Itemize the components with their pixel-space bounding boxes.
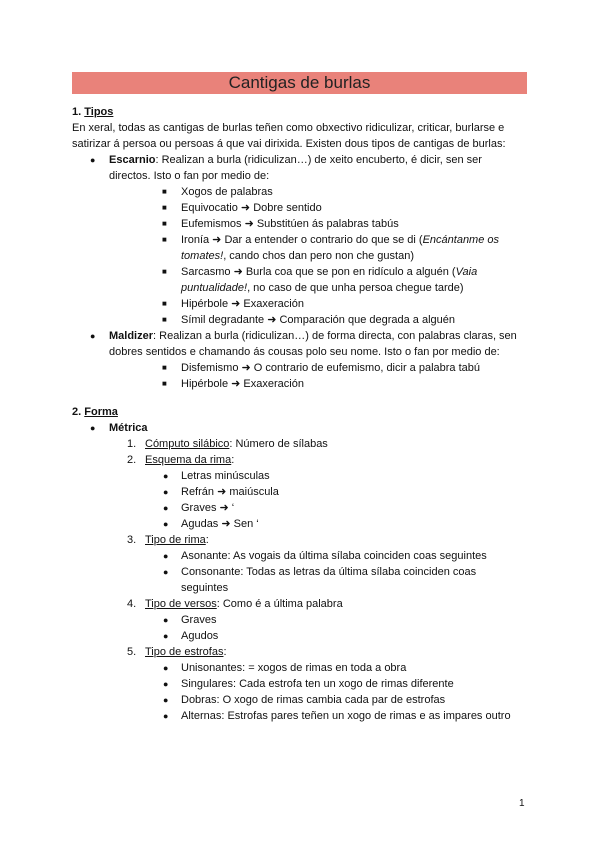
list-item: ● Agudos: [163, 630, 219, 642]
list-item: ● Agudas ➜ Sen ‘: [163, 518, 259, 530]
list-item: ● Letras minúsculas: [163, 470, 270, 482]
list-item: ● Graves ➜ ‘: [163, 502, 235, 514]
bullet-icon: ●: [90, 155, 96, 165]
list-item: ● Dobras: O xogo de rimas cambia cada par de estrofas: [163, 694, 446, 706]
page-title: Cantigas de burlas: [228, 73, 371, 92]
bullet-icon: ●: [90, 331, 96, 341]
square-bullet-icon: ■: [162, 315, 167, 324]
list-item: ■ Eufemismos ➜ Substitúen ás palabras tabús: [162, 218, 399, 230]
bullet-icon: ●: [163, 663, 169, 673]
bullet-icon: ●: [163, 567, 169, 577]
bullet-icon: ●: [163, 631, 169, 641]
bullet-icon: ●: [90, 423, 96, 433]
bullet-icon: ●: [163, 551, 169, 561]
list-item: ■ Hipérbole ➜ Exaxeración: [162, 378, 304, 390]
list-item: ■ Disfemismo ➜ O contrario de eufemismo, dicir a palabra tabú: [162, 362, 481, 374]
list-item: ● Refrán ➜ maiúscula: [163, 486, 279, 498]
list-item-maldizer: ● Maldizer: Realizan a burla (ridiculizan…) de forma directa, con palabras claras, sen dobres sentidos e chamando ás cousas polo seu nome. Isto o fan por medio de:: [90, 330, 517, 358]
list-item: ■ Xogos de palabras: [162, 186, 273, 198]
square-bullet-icon: ■: [162, 203, 167, 212]
list-item: ■ Equivocatio ➜ Dobre sentido: [162, 202, 322, 214]
bullet-icon: ●: [163, 695, 169, 705]
list-item: ● Alternas: Estrofas pares teñen un xogo de rimas e as impares outro: [163, 710, 511, 722]
section-2-heading: 2. Forma: [72, 406, 118, 418]
square-bullet-icon: ■: [162, 235, 167, 244]
bullet-icon: ●: [163, 487, 169, 497]
bullet-icon: ●: [163, 471, 169, 481]
intro-text: En xeral, todas as cantigas de burlas teñen como obxectivo ridiculizar, criticar, burlarse e: [72, 122, 505, 134]
list-item: ■ Hipérbole ➜ Exaxeración: [162, 298, 304, 310]
bullet-icon: ●: [163, 615, 169, 625]
list-item: ● Unisonantes: = xogos de rimas en toda a obra: [163, 662, 407, 674]
numbered-item: 3. Tipo de rima:: [127, 534, 209, 546]
title-banner: [72, 72, 527, 94]
list-item: ● Graves: [163, 614, 217, 626]
square-bullet-icon: ■: [162, 363, 167, 372]
bullet-icon: ●: [163, 679, 169, 689]
square-bullet-icon: ■: [162, 299, 167, 308]
numbered-item: 4. Tipo de versos: Como é a última palabra: [127, 598, 343, 610]
section-1-heading: 1. Tipos: [72, 106, 114, 118]
list-item-escarnio: ● Escarnio: Realizan a burla (ridiculizan…) de xeito encuberto, é dicir, sen ser directos. Isto o fan por medio de:: [90, 154, 482, 182]
numbered-item: 2. Esquema da rima:: [127, 454, 235, 466]
list-item-metrica: ● Métrica: [90, 422, 148, 434]
list-item: ● Consonante: Todas as letras da última sílaba coinciden coas seguintes: [163, 566, 477, 594]
bullet-icon: ●: [163, 711, 169, 721]
square-bullet-icon: ■: [162, 219, 167, 228]
bullet-icon: ●: [163, 519, 169, 529]
bullet-icon: ●: [163, 503, 169, 513]
list-item: ● Asonante: As vogais da última sílaba coinciden coas seguintes: [163, 550, 487, 562]
document-body: [72, 104, 532, 724]
square-bullet-icon: ■: [162, 187, 167, 196]
list-item: ■ Ironía ➜ Dar a entender o contrario do que se di (Encántanme os tomates!, cando chos dan pero non che gustan): [162, 234, 500, 262]
square-bullet-icon: ■: [162, 267, 167, 276]
square-bullet-icon: ■: [162, 379, 167, 388]
list-item: ■ Símil degradante ➜ Comparación que degrada a alguén: [162, 314, 456, 326]
list-item: ■ Sarcasmo ➜ Burla coa que se pon en ridículo a alguén (Vaia puntualidade!, no caso de que unha persoa chegue tarde): [162, 266, 478, 294]
list-item: ● Singulares: Cada estrofa ten un xogo de rimas diferente: [163, 678, 454, 690]
page-number: 1: [519, 798, 525, 809]
numbered-item: 1. Cómputo silábico: Número de sílabas: [127, 438, 328, 450]
numbered-item: 5. Tipo de estrofas:: [127, 646, 227, 658]
intro-text: satirizar á persoa ou persoas á que vai dirixida. Existen dous tipos de cantigas de burlas:: [72, 138, 506, 150]
